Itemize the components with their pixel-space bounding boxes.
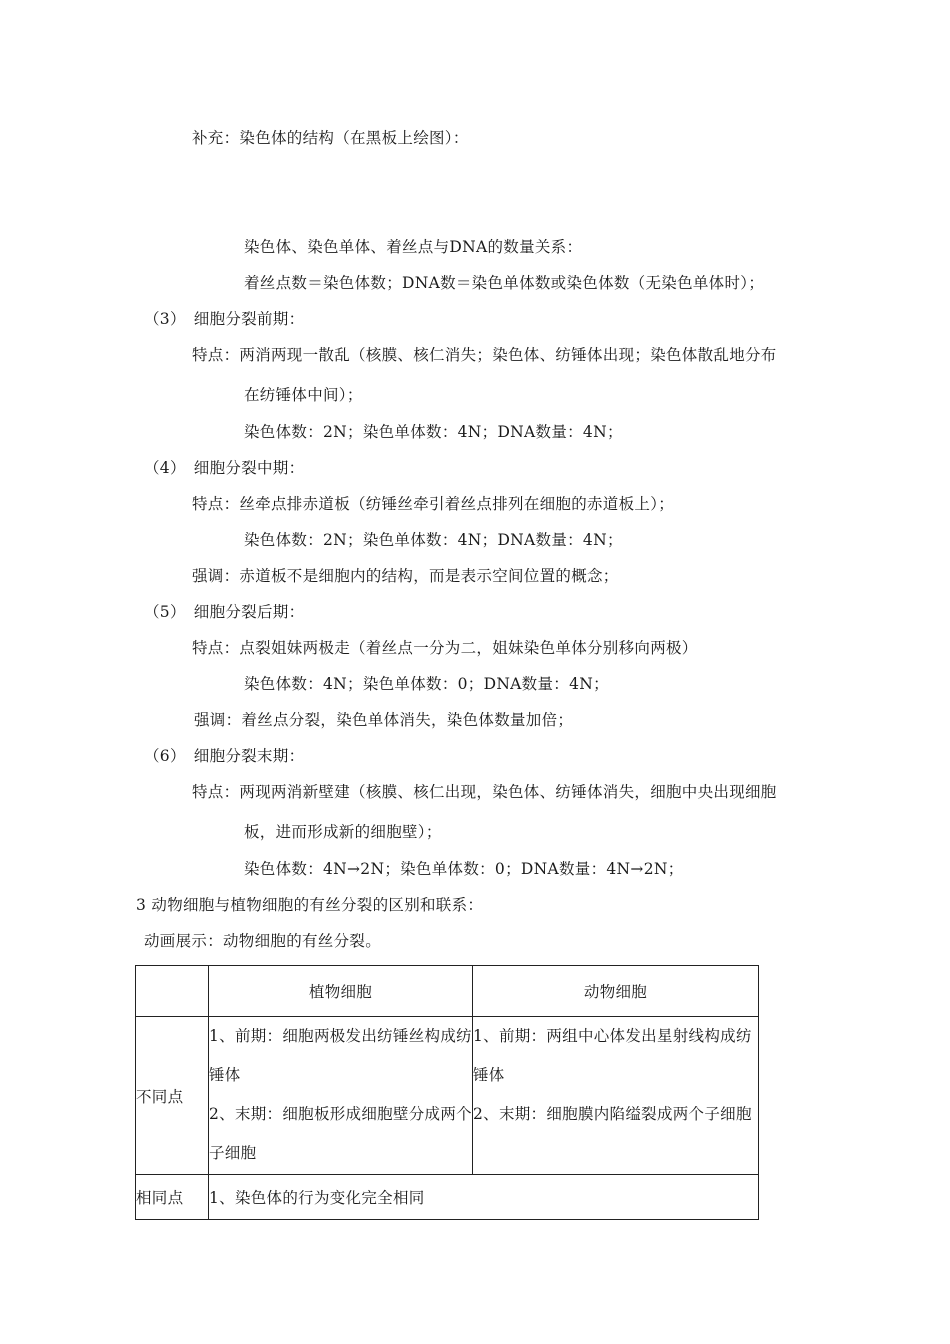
header-animal-cell: 动物细胞 [473,966,759,1017]
animation-note: 动画展示：动物细胞的有丝分裂。 [144,932,382,950]
telophase-feature: 特点：两现两消新壁建（核膜、核仁出现，染色体、纺锤体消失，细胞中央出现细胞 [192,783,777,801]
animal-differences-cell [473,1017,759,1175]
plant-difference-2: 2、末期：细胞板形成细胞壁分成两个子细胞 [209,1105,472,1162]
comparison-table [135,965,759,1220]
anaphase-heading: （5） 细胞分裂后期： [144,603,305,621]
prophase-feature-cont: 在纺锤体中间）； [244,386,363,404]
metaphase-counts: 染色体数：2N；染色单体数：4N；DNA数量：4N； [244,531,623,549]
telophase-feature-cont: 板，进而形成新的细胞壁）； [244,823,442,841]
quantity-relation-heading: 染色体、染色单体、着丝点与DNA的数量关系： [244,238,583,256]
metaphase-feature: 特点：丝牵点排赤道板（纺锤丝牵引着丝点排列在细胞的赤道板上）； [192,495,675,513]
metaphase-heading: （4） 细胞分裂中期： [144,459,305,477]
animal-difference-1: 1、前期：两组中心体发出星射线构成纺锤体 [473,1027,752,1084]
telophase-heading: （6） 细胞分裂末期： [144,747,305,765]
similarities-label: 相同点 [136,1175,209,1220]
plant-differences-cell [209,1017,473,1175]
prophase-heading: （3） 细胞分裂前期： [144,310,305,328]
prophase-counts: 染色体数：2N；染色单体数：4N；DNA数量：4N； [244,423,623,441]
supplement-line: 补充：染色体的结构（在黑板上绘图）： [192,129,469,147]
differences-label: 不同点 [136,1017,209,1175]
telophase-counts: 染色体数：4N→2N；染色单体数：0；DNA数量：4N→2N； [244,860,684,878]
plant-difference-1: 1、前期：细胞两极发出纺锤丝构成纺锤体 [209,1027,472,1084]
quantity-relation-text: 着丝点数＝染色体数；DNA数＝染色单体数或染色体数（无染色单体时）； [244,274,765,292]
anaphase-counts: 染色体数：4N；染色单体数：0；DNA数量：4N； [244,675,609,693]
header-empty-cell [136,966,209,1017]
prophase-feature: 特点：两消两现一散乱（核膜、核仁消失；染色体、纺锤体出现；染色体散乱地分布 [192,346,777,364]
anaphase-feature: 特点：点裂姐妹两极走（着丝点一分为二，姐妹染色单体分别移向两极） [192,639,698,657]
metaphase-emphasis: 强调：赤道板不是细胞内的结构，而是表示空间位置的概念； [192,567,619,585]
section-3-heading: 3 动物细胞与植物细胞的有丝分裂的区别和联系： [136,896,484,914]
table-row-similarities [136,1175,759,1220]
header-plant-cell: 植物细胞 [209,966,473,1017]
table-row-differences [136,1017,759,1175]
table-header-row [136,966,759,1017]
similarities-cell: 1、染色体的行为变化完全相同 [209,1175,759,1220]
animal-difference-2: 2、末期：细胞膜内陷缢裂成两个子细胞 [473,1105,752,1123]
anaphase-emphasis: 强调：着丝点分裂，染色单体消失，染色体数量加倍； [194,711,574,729]
